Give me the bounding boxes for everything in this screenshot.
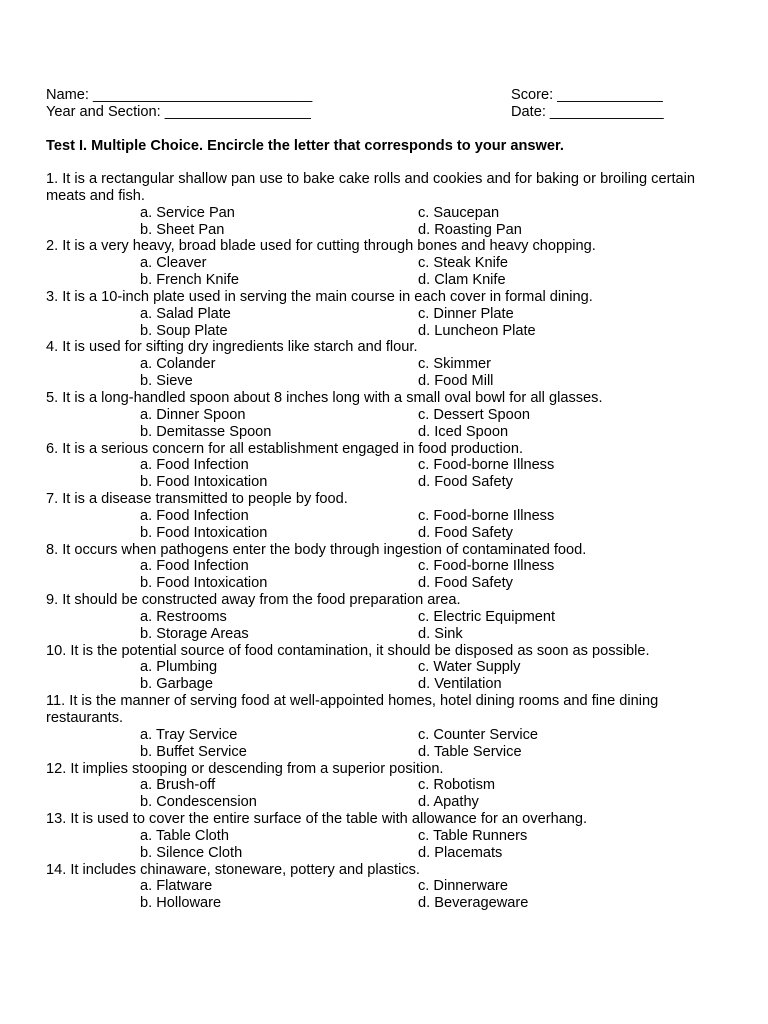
choice-d[interactable]: d. Roasting Pan [418,221,522,238]
choice-a[interactable]: a. Tray Service [140,726,238,743]
choice-d[interactable]: d. Clam Knife [418,272,506,289]
question-2 [46,238,706,289]
choice-d[interactable]: d. Table Service [418,743,522,760]
choice-c[interactable]: c. Dinnerware [418,878,509,895]
choice-a[interactable]: a. Cleaver [140,255,207,272]
choice-a[interactable]: a. Table Cloth [140,827,229,844]
choice-row [46,878,706,895]
choice-a[interactable]: a. Plumbing [140,659,218,676]
choice-b[interactable]: b. Buffet Service [140,743,247,760]
choice-row [46,205,706,222]
choice-b[interactable]: b. Food Intoxication [140,474,268,491]
choice-row [46,828,706,845]
choice-d[interactable]: d. Luncheon Plate [418,322,536,339]
question-1 [46,171,706,238]
choice-row [46,626,706,643]
choice-a[interactable]: a. Brush-off [140,777,216,794]
choice-row [46,306,706,323]
date-field: Date: ______________ [511,103,664,120]
choice-d[interactable]: d. Iced Spoon [418,423,509,440]
question-stem: 4. It is used for sifting dry ingredients like starch and flour. [46,339,418,356]
choice-c[interactable]: c. Robotism [418,777,496,794]
choice-c[interactable]: c. Dessert Spoon [418,406,530,423]
choice-d[interactable]: d. Food Safety [418,474,513,491]
choice-b[interactable]: b. Food Intoxication [140,524,268,541]
choice-row [46,794,706,811]
question-stem: 8. It occurs when pathogens enter the body through ingestion of contaminated food. [46,541,587,558]
choice-b[interactable]: b. Storage Areas [140,625,249,642]
choice-a[interactable]: a. Flatware [140,878,213,895]
choice-row [46,424,706,441]
choice-row [46,676,706,693]
choice-row [46,575,706,592]
choice-row [46,255,706,272]
choice-row [46,457,706,474]
choice-b[interactable]: b. Soup Plate [140,322,228,339]
question-stem: 3. It is a 10-inch plate used in serving the main course in each cover in formal dining. [46,288,593,305]
choice-row [46,744,706,761]
choice-d[interactable]: d. Placemats [418,844,503,861]
question-4 [46,339,706,390]
choice-c[interactable]: c. Food-borne Illness [418,457,555,474]
name-field: Name: ___________________________ [46,87,313,103]
question-13 [46,811,706,862]
choice-row [46,659,706,676]
question-9 [46,592,706,643]
choice-c[interactable]: c. Counter Service [418,726,539,743]
question-list [46,171,706,912]
choice-b[interactable]: b. Holloware [140,895,222,912]
choice-d[interactable]: d. Food Mill [418,373,494,390]
choice-row [46,323,706,340]
choice-d[interactable]: d. Beverageware [418,895,529,912]
question-8 [46,542,706,593]
choice-c[interactable]: c. Dinner Plate [418,305,514,322]
choice-d[interactable]: d. Food Safety [418,524,513,541]
choice-a[interactable]: a. Dinner Spoon [140,406,246,423]
choice-c[interactable]: c. Food-borne Illness [418,558,555,575]
year-section-field: Year and Section: __________________ [46,103,311,120]
choice-row [46,845,706,862]
choice-a[interactable]: a. Service Pan [140,204,235,221]
choice-a[interactable]: a. Food Infection [140,507,249,524]
choice-d[interactable]: d. Sink [418,625,463,642]
question-12 [46,761,706,812]
question-stem: 12. It implies stooping or descending from a superior position. [46,760,444,777]
choice-c[interactable]: c. Saucepan [418,204,500,221]
choice-a[interactable]: a. Restrooms [140,608,227,625]
question-14 [46,862,706,913]
choice-a[interactable]: a. Food Infection [140,457,249,474]
choice-row [46,777,706,794]
choice-row [46,558,706,575]
choice-b[interactable]: b. French Knife [140,272,239,289]
header-row-2 [46,104,726,121]
question-stem: 14. It includes chinaware, stoneware, pottery and plastics. [46,861,420,878]
question-7 [46,491,706,542]
test-instructions: Test I. Multiple Choice. Encircle the letter that corresponds to your answer. [46,138,564,154]
choice-row [46,222,706,239]
choice-c[interactable]: c. Food-borne Illness [418,507,555,524]
choice-b[interactable]: b. Sieve [140,373,193,390]
choice-c[interactable]: c. Table Runners [418,827,528,844]
choice-d[interactable]: d. Food Safety [418,575,513,592]
choice-a[interactable]: a. Salad Plate [140,305,231,322]
question-stem: 13. It is used to cover the entire surface of the table with allowance for an overhang. [46,811,588,828]
choice-b[interactable]: b. Silence Cloth [140,844,243,861]
choice-row [46,895,706,912]
choice-d[interactable]: d. Ventilation [418,676,502,693]
header-row-1 [46,87,726,104]
choice-row [46,373,706,390]
question-stem: 5. It is a long-handled spoon about 8 inches long with a small oval bowl for all glasses. [46,389,603,406]
question-10 [46,643,706,694]
question-5 [46,390,706,441]
choice-b[interactable]: b. Garbage [140,676,214,693]
question-11 [46,693,706,760]
question-stem: 10. It is the potential source of food contamination, it should be disposed as soon as possible. [46,642,650,659]
choice-row [46,727,706,744]
choice-c[interactable]: c. Skimmer [418,356,491,373]
question-stem: 2. It is a very heavy, broad blade used for cutting through bones and heavy chopping. [46,238,596,255]
choice-b[interactable]: b. Condescension [140,794,257,811]
question-stem: 11. It is the manner of serving food at well-appointed homes, hotel dining rooms and fine dining restaurants. [46,693,659,726]
choice-row [46,474,706,491]
choice-b[interactable]: b. Sheet Pan [140,221,225,238]
choice-row [46,508,706,525]
choice-row [46,272,706,289]
question-stem: 9. It should be constructed away from the food preparation area. [46,592,461,609]
choice-row [46,525,706,542]
choice-c[interactable]: c. Steak Knife [418,255,509,272]
worksheet-header [46,87,726,121]
score-field: Score: _____________ [511,87,663,103]
question-3 [46,289,706,340]
question-stem: 7. It is a disease transmitted to people by food. [46,491,348,508]
choice-c[interactable]: c. Water Supply [418,659,521,676]
question-stem: 1. It is a rectangular shallow pan use to bake cake rolls and cookies and for baking or broiling certain meats and fish. [46,171,695,204]
choice-d[interactable]: d. Apathy [418,794,479,811]
choice-row [46,609,706,626]
question-6 [46,441,706,492]
choice-row [46,356,706,373]
question-stem: 6. It is a serious concern for all establishment engaged in food production. [46,440,524,457]
choice-b[interactable]: b. Food Intoxication [140,575,268,592]
choice-row [46,407,706,424]
choice-b[interactable]: b. Demitasse Spoon [140,423,272,440]
choice-a[interactable]: a. Colander [140,356,216,373]
choice-c[interactable]: c. Electric Equipment [418,608,556,625]
choice-a[interactable]: a. Food Infection [140,558,249,575]
